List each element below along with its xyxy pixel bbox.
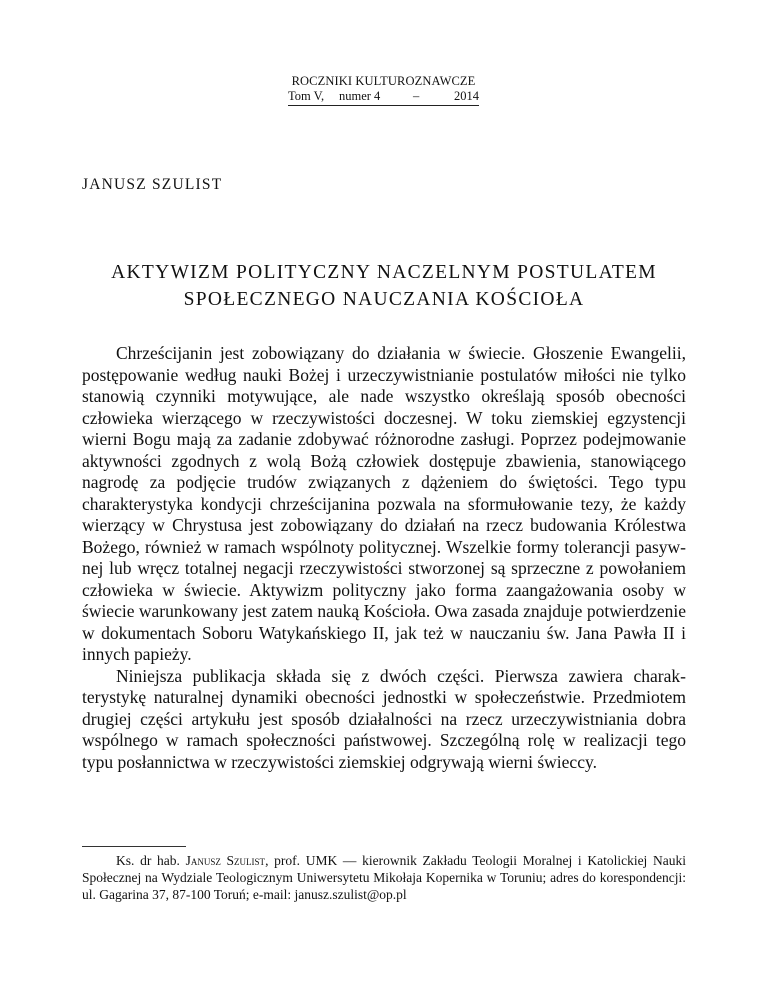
footnote-text: , prof. UMK — kierownik Zakładu Teologii Moralnej i Katolickiej Nauki Społecznej na Wydziale Teologicznym Uniwersytetu Mikołaja Kopernika w Toruniu; adres do korespondencji: ul. Gagarina 37, 87-100 Toruń; e-mail: janusz.szulist@op.pl	[82, 853, 686, 902]
author-footnote	[82, 852, 686, 903]
issue-dash: –	[413, 89, 420, 103]
footnote-author-name: Janusz Szulist	[185, 853, 266, 868]
issue-year: 2014	[454, 89, 479, 103]
journal-issue-line	[288, 89, 479, 106]
title-line-2: SPOŁECZNEGO NAUCZANIA KOŚCIOŁA	[183, 289, 585, 310]
footnote-divider	[82, 846, 186, 847]
body-paragraph-2: Niniejsza publikacja składa się z dwóch części. Pierwsza zawiera charakterystykę naturalnej dynamiki obecności jednostki w społeczeństwie. Przedmiotem drugiej części artykułu jest sposób działalności na rzecz urzeczywistniania dobra wspólnego w ramach społeczności państwowej. Szczególną rolę w realizacji tego typu posłannictwa w rzeczywistości ziemskiej odgrywają wierni świeccy.	[82, 665, 686, 772]
title-line-1: AKTYWIZM POLITYCZNY NACZELNYM POSTULATEM	[111, 262, 657, 283]
volume-label: Tom V,	[288, 89, 325, 103]
body-paragraph-1: Chrześcijanin jest zobowiązany do działania w świecie. Głoszenie Ewangelii, postępowanie według nauki Bożej i urzeczywistnianie postulatów miłości nie tylko stanowią czynniki motywujące, ale nade wszystko określają sposób obecności człowieka wierzącego w rzeczywistości doczesnej. W toku ziemskiej egzystencji wierni Bogu mają za zadanie zdobywać różnorodne zasługi. Poprzez podejmowanie aktywności zgodnych z wolą Bożą człowiek dostępuje zbawienia, stanowiącego nagrodę za podjęcie trudów związanych z dążeniem do świętości. Tego typu charakterystyka kondycji chrześcijanina pozwala na sformułowanie tezy, że każdy wierzący w Chrystusa jest zobowiązany do działań na rzecz budowania Królestwa Bożego, również w ramach wspólnoty politycznej. Wszelkie formy tolerancji pasywnej lub wręcz totalnej negacji rzeczywistości stworzonej są sprzeczne z powołaniem człowieka w świecie. Aktywizm polityczny jako forma zaangażowania osoby w świecie warunkowany jest zatem nauką Kościoła. Owa zasada znajduje potwierdzenie w dokumentach Soboru Watykańskiego II, jak też w nauczaniu św. Jana Pawła II i innych papieży.	[82, 343, 686, 664]
author-name: JANUSZ SZULIST	[82, 176, 223, 193]
journal-header	[288, 74, 479, 106]
article-body	[82, 343, 686, 773]
article-title	[82, 259, 686, 313]
issue-number: numer 4	[339, 89, 381, 103]
journal-title: ROCZNIKI KULTUROZNAWCZE	[291, 74, 476, 88]
footnote-prefix: Ks. dr hab.	[116, 853, 180, 868]
